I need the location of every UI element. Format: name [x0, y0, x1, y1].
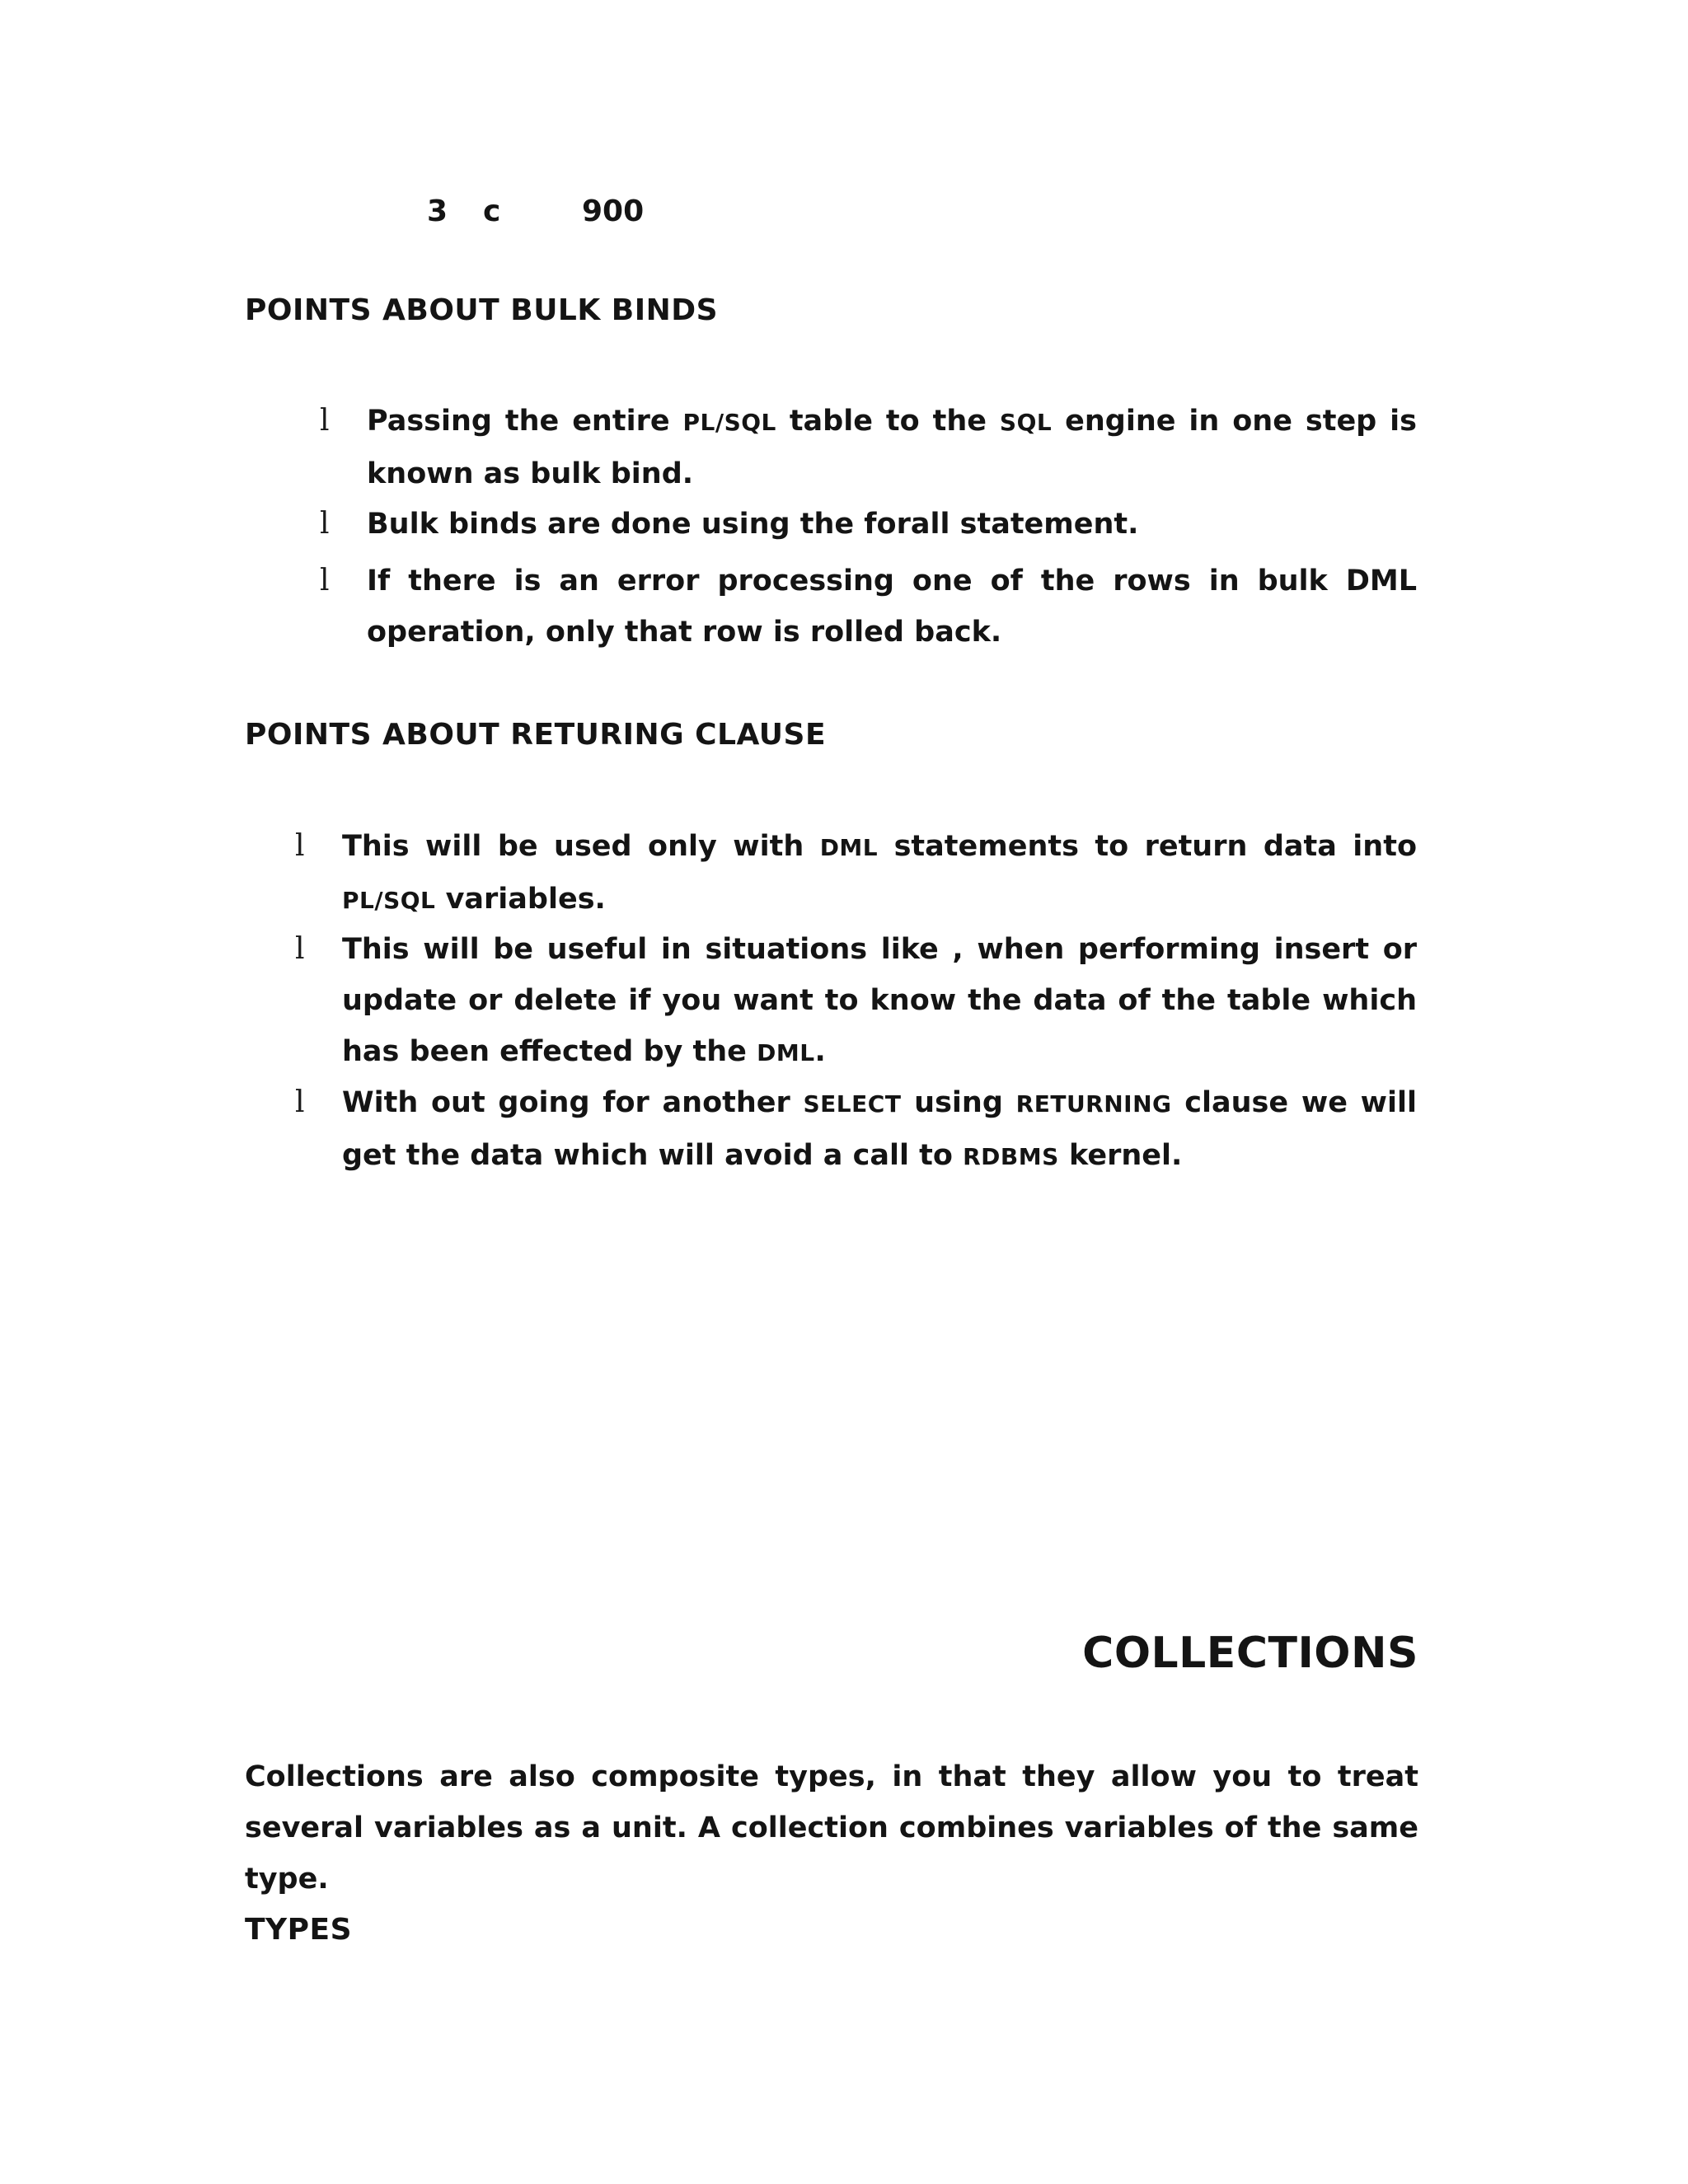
item-text: clause we will get the data which will avoid a call to [342, 1086, 1418, 1172]
item-text: using [901, 1086, 1016, 1119]
small-caps-term: PL/SQL [682, 409, 776, 436]
top-row [0, 194, 1688, 236]
page-title: COLLECTIONS [1082, 1629, 1418, 1678]
item-text: statements to return data into [878, 830, 1417, 863]
types-heading: TYPES [245, 1913, 353, 1947]
list-item [342, 924, 1417, 1079]
item-text: If there is an error processing one of the rows in bulk DML operation, only that row is rolled back. [367, 565, 1417, 649]
item-text: Bulk binds are done using the forall statement. [367, 508, 1139, 541]
list-item [342, 1077, 1417, 1183]
small-caps-term: RETURNING [1015, 1090, 1172, 1118]
list-item [367, 555, 1417, 658]
item-text: This will be useful in situations like , when performing insert or update or delete if you want to know the data of the table which has been effected by the [342, 933, 1417, 1068]
list-item [367, 396, 1417, 499]
small-caps-term: SQL [999, 409, 1053, 436]
list-item [342, 821, 1417, 926]
collections-paragraph: Collections are also composite types, in that they allow you to treat several variables as a unit. A collection combines variables of the same type. [245, 1760, 1418, 1896]
section-heading-bulk-binds: POINTS ABOUT BULK BINDS [245, 293, 719, 327]
item-text: . [814, 1035, 826, 1068]
bullet-icon: l [320, 564, 330, 598]
small-caps-term: PL/SQL [342, 887, 436, 914]
bullet-icon: l [320, 404, 330, 438]
item-text: table to the [776, 405, 1000, 438]
bullet-icon: l [320, 507, 330, 541]
item-text: engine in one step is known as bulk bind. [367, 405, 1417, 490]
top-row-value-1: 3 [427, 194, 448, 228]
small-caps-term: DML [819, 834, 879, 861]
top-row-value-3: 900 [582, 194, 645, 228]
bullet-icon: l [295, 1085, 305, 1119]
small-caps-term: RDBMS [963, 1143, 1059, 1170]
item-text: Passing the entire [367, 405, 683, 438]
bullet-icon: l [295, 932, 305, 966]
section-heading-returning-clause: POINTS ABOUT RETURING CLAUSE [245, 718, 827, 752]
item-text: This will be used only with [342, 830, 820, 863]
top-row-value-2: c [483, 194, 501, 228]
item-text: With out going for another [342, 1086, 804, 1119]
list-item [367, 499, 1417, 550]
small-caps-term: DML [757, 1039, 815, 1066]
bullet-icon: l [295, 829, 305, 863]
item-text: kernel. [1058, 1139, 1183, 1172]
small-caps-term: SELECT [803, 1090, 902, 1118]
item-text: variables. [435, 883, 606, 916]
